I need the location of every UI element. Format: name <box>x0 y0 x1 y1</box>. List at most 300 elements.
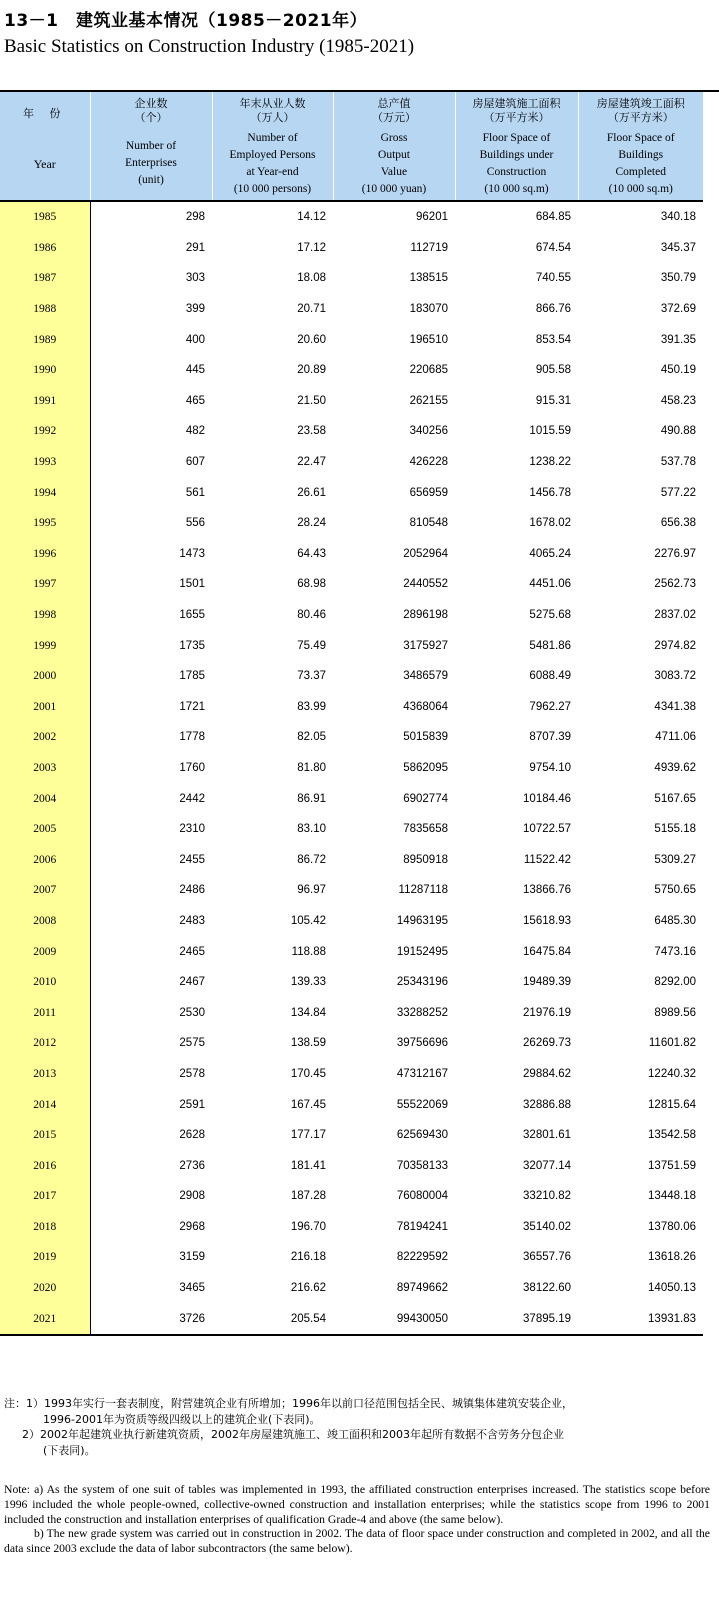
value-cell: 205.54 <box>212 1303 333 1335</box>
header-enterprises <box>90 92 212 201</box>
value-cell: 118.88 <box>291 945 326 958</box>
year-cell: 1986 <box>0 233 90 264</box>
value-cell: 607 <box>185 456 205 469</box>
value-cell: 490.88 <box>660 425 696 438</box>
value-cell: 25343196 <box>396 976 448 989</box>
table-row <box>0 569 703 600</box>
table-row <box>0 324 703 355</box>
year-cell: 1990 <box>0 355 90 386</box>
value-cell: 14050.13 <box>648 1282 696 1295</box>
value-cell: 3465 <box>179 1282 205 1295</box>
value-cell: 3083.72 <box>654 670 696 683</box>
value-cell: 340.18 <box>578 201 703 233</box>
value-cell: 11522.42 <box>523 853 571 866</box>
value-cell: 340256 <box>409 425 448 438</box>
value-cell: 8950918 <box>403 853 448 866</box>
value-cell: 2052964 <box>403 547 448 560</box>
header-en-line: at Year-end <box>246 166 299 178</box>
value-cell: 2968 <box>179 1220 205 1233</box>
value-cell: 2575 <box>179 1037 205 1050</box>
value-cell: 6088.49 <box>529 670 571 683</box>
value-cell: 83.99 <box>297 700 326 713</box>
value-cell: 740.55 <box>535 272 571 285</box>
value-cell: 170.45 <box>290 1067 326 1080</box>
year-cell: 2016 <box>0 1150 90 1181</box>
value-cell: 73.37 <box>297 670 326 683</box>
year-cell: 2014 <box>0 1089 90 1120</box>
header-en-line: (10 000 yuan) <box>361 183 427 195</box>
value-cell: 82229592 <box>396 1251 448 1264</box>
value-cell: 21.50 <box>297 394 326 407</box>
year-cell: 1991 <box>0 386 90 417</box>
value-cell: 2578 <box>179 1067 205 1080</box>
value-cell: 2562.73 <box>654 578 696 591</box>
value-cell: 1735 <box>179 639 205 652</box>
header-cn-2: （万平方米） <box>483 111 550 124</box>
value-cell: 13751.59 <box>648 1159 696 1172</box>
header-en-line: Construction <box>486 166 547 178</box>
value-cell: 2465 <box>179 945 205 958</box>
value-cell: 262155 <box>409 394 448 407</box>
header-cn-1: 总产值 <box>377 97 411 110</box>
value-cell: 38122.60 <box>523 1282 571 1295</box>
year-cell: 2013 <box>0 1059 90 1090</box>
value-cell: 915.31 <box>535 394 571 407</box>
table-row <box>0 936 703 967</box>
value-cell: 36557.76 <box>523 1251 571 1264</box>
value-cell: 20.71 <box>297 303 326 316</box>
table-row <box>0 1120 703 1151</box>
value-cell: 96201 <box>333 201 455 233</box>
page-title-en: Basic Statistics on Construction Industry (1985-2021) <box>4 36 415 57</box>
value-cell: 445 <box>185 364 205 377</box>
table-row <box>0 661 703 692</box>
value-cell: 86.91 <box>297 792 326 805</box>
value-cell: 216.18 <box>290 1251 326 1264</box>
value-cell: 9754.10 <box>529 761 571 774</box>
value-cell: 80.46 <box>297 609 326 622</box>
value-cell: 82.05 <box>297 731 326 744</box>
value-cell: 656.38 <box>660 517 696 530</box>
value-cell: 2276.97 <box>654 547 696 560</box>
header-year-cn: 年 份 <box>23 107 67 120</box>
table-row <box>0 233 703 264</box>
header-employed <box>212 92 333 201</box>
value-cell: 19152495 <box>396 945 448 958</box>
year-cell: 1994 <box>0 477 90 508</box>
header-cn-2: （个） <box>134 111 168 124</box>
table-row <box>0 600 703 631</box>
value-cell: 138515 <box>409 272 448 285</box>
value-cell: 11601.82 <box>648 1037 696 1050</box>
value-cell: 2486 <box>179 884 205 897</box>
value-cell: 6485.30 <box>654 914 696 927</box>
value-cell: 13866.76 <box>523 884 571 897</box>
year-cell: 2018 <box>0 1212 90 1243</box>
value-cell: 5015839 <box>403 731 448 744</box>
header-row <box>0 92 703 201</box>
page-title-cn: 13－1 建筑业基本情况（1985－2021年） <box>4 11 368 31</box>
value-cell: 33288252 <box>396 1006 448 1019</box>
year-cell: 2010 <box>0 967 90 998</box>
value-cell: 68.98 <box>297 578 326 591</box>
table-row <box>0 814 703 845</box>
value-cell: 33210.82 <box>523 1190 571 1203</box>
value-cell: 1456.78 <box>529 486 571 499</box>
value-cell: 465 <box>185 394 205 407</box>
value-cell: 15618.93 <box>523 914 571 927</box>
year-cell: 2009 <box>0 936 90 967</box>
value-cell: 3726 <box>90 1303 212 1335</box>
table-row <box>0 355 703 386</box>
value-cell: 2310 <box>179 823 205 836</box>
header-en-line: Floor Space of <box>606 132 675 144</box>
statistics-table <box>0 92 703 1336</box>
value-cell: 7962.27 <box>529 700 571 713</box>
header-cn-2: （万人） <box>250 111 295 124</box>
note-cn-line: 1996-2001年为资质等级四级以上的建筑企业(下表同)。 <box>43 1412 321 1426</box>
value-cell: 4341.38 <box>654 700 696 713</box>
value-cell: 1655 <box>179 609 205 622</box>
value-cell: 20.89 <box>297 364 326 377</box>
value-cell: 400 <box>185 333 205 346</box>
value-cell: 37895.19 <box>455 1303 578 1335</box>
header-en-line: Buildings under <box>479 149 554 161</box>
value-cell: 17.12 <box>297 241 326 254</box>
table-row <box>0 477 703 508</box>
value-cell: 4065.24 <box>529 547 571 560</box>
note-cn-line: 注：1）1993年实行一套表制度，附营建筑企业有所增加；1996年以前口径范围包括全民、城镇集体建筑安装企业， <box>4 1397 573 1410</box>
value-cell: 187.28 <box>290 1190 326 1203</box>
value-cell: 12815.64 <box>648 1098 696 1111</box>
year-cell: 1993 <box>0 447 90 478</box>
value-cell: 4711.06 <box>655 731 696 744</box>
note-cn-line: (下表同)。 <box>43 1443 96 1457</box>
header-en-line: Floor Space of <box>482 132 551 144</box>
value-cell: 482 <box>185 425 205 438</box>
year-cell: 2019 <box>0 1242 90 1273</box>
value-cell: 298 <box>90 201 212 233</box>
header-en-line: (10 000 sq.m) <box>484 183 549 195</box>
value-cell: 12240.32 <box>648 1067 696 1080</box>
value-cell: 345.37 <box>660 241 696 254</box>
value-cell: 303 <box>185 272 205 285</box>
value-cell: 684.85 <box>455 201 578 233</box>
value-cell: 23.58 <box>297 425 326 438</box>
header-cn-1: 企业数 <box>134 97 168 110</box>
table-row <box>0 1242 703 1273</box>
value-cell: 81.80 <box>297 761 326 774</box>
value-cell: 810548 <box>409 517 448 530</box>
table-row <box>0 416 703 447</box>
note-cn-line: 2）2002年起建筑业执行新建筑资质，2002年房屋建筑施工、竣工面积和2003年起所有数据不含劳务分包企业 <box>22 1428 564 1441</box>
value-cell: 2837.02 <box>654 609 696 622</box>
value-cell: 391.35 <box>660 333 696 346</box>
value-cell: 2736 <box>179 1159 205 1172</box>
header-en-line: Buildings <box>618 149 664 161</box>
value-cell: 1473 <box>179 547 205 560</box>
value-cell: 13448.18 <box>648 1190 696 1203</box>
value-cell: 196510 <box>409 333 448 346</box>
year-cell: 2005 <box>0 814 90 845</box>
header-en-line: Gross <box>380 132 408 144</box>
value-cell: 99430050 <box>333 1303 455 1335</box>
year-cell: 1992 <box>0 416 90 447</box>
year-cell: 2001 <box>0 692 90 723</box>
value-cell: 86.72 <box>297 853 326 866</box>
value-cell: 7835658 <box>403 823 448 836</box>
value-cell: 70358133 <box>396 1159 448 1172</box>
header-en-line: Number of <box>125 140 177 152</box>
value-cell: 32801.61 <box>523 1129 571 1142</box>
table-row <box>0 1181 703 1212</box>
table-row <box>0 875 703 906</box>
year-cell: 1987 <box>0 263 90 294</box>
table-row <box>0 1212 703 1243</box>
value-cell: 5275.68 <box>529 609 571 622</box>
value-cell: 426228 <box>409 456 448 469</box>
header-cn-1: 年末从业人数 <box>239 97 306 110</box>
table-row <box>0 630 703 661</box>
table-row <box>0 201 703 233</box>
value-cell: 2908 <box>179 1190 205 1203</box>
value-cell: 1760 <box>179 761 205 774</box>
value-cell: 2896198 <box>403 609 448 622</box>
year-cell: 2017 <box>0 1181 90 1212</box>
year-cell: 1995 <box>0 508 90 539</box>
header-under-construction <box>455 92 578 201</box>
value-cell: 10184.46 <box>523 792 571 805</box>
value-cell: 14963195 <box>396 914 448 927</box>
year-cell: 2004 <box>0 783 90 814</box>
value-cell: 13542.58 <box>648 1129 696 1142</box>
table-row <box>0 1028 703 1059</box>
value-cell: 35140.02 <box>523 1220 571 1233</box>
year-cell: 2003 <box>0 753 90 784</box>
year-cell: 2000 <box>0 661 90 692</box>
value-cell: 14.12 <box>212 201 333 233</box>
table-row <box>0 1150 703 1181</box>
value-cell: 26269.73 <box>523 1037 571 1050</box>
value-cell: 196.70 <box>290 1220 326 1233</box>
value-cell: 556 <box>185 517 205 530</box>
note-en-b: b) The new grade system was carried out in construction in 2002. The data of floor space under construction and completed in 2002, and all the data since 2003 exclude the data of labor subcontractors (the same below). <box>4 1527 710 1556</box>
table-row <box>0 722 703 753</box>
year-cell: 2021 <box>0 1303 90 1335</box>
header-en-line: Number of <box>247 132 298 144</box>
value-cell: 22.47 <box>297 456 326 469</box>
table-row <box>0 753 703 784</box>
table-row <box>0 1273 703 1304</box>
table-row <box>0 447 703 478</box>
value-cell: 78194241 <box>396 1220 448 1233</box>
value-cell: 13931.83 <box>578 1303 703 1335</box>
value-cell: 2467 <box>179 976 205 989</box>
value-cell: 7473.16 <box>654 945 696 958</box>
value-cell: 20.60 <box>297 333 326 346</box>
value-cell: 866.76 <box>535 303 571 316</box>
value-cell: 5155.18 <box>654 823 696 836</box>
year-cell: 2002 <box>0 722 90 753</box>
year-cell: 1988 <box>0 294 90 325</box>
value-cell: 291 <box>185 241 205 254</box>
value-cell: 8707.39 <box>529 731 571 744</box>
notes-chinese <box>4 1396 709 1458</box>
value-cell: 1721 <box>179 700 205 713</box>
value-cell: 3175927 <box>403 639 448 652</box>
value-cell: 561 <box>185 486 205 499</box>
value-cell: 16475.84 <box>523 945 571 958</box>
value-cell: 2628 <box>179 1129 205 1142</box>
note-en-a: Note: a) As the system of one suit of tables was implemented in 1993, the affiliated construction enterprises increased. The statistics scope before 1996 included the whole people-owned, collective-owned construction and installation enterprises; while the statistics scope from 1996 to 2001 included the construction and installation enterprises of qualification Grade-4 and above (the same below). <box>4 1483 710 1526</box>
value-cell: 1501 <box>179 578 205 591</box>
value-cell: 19489.39 <box>523 976 571 989</box>
header-cn-1: 房屋建筑竣工面积 <box>596 97 685 110</box>
value-cell: 26.61 <box>297 486 326 499</box>
year-cell: 2008 <box>0 906 90 937</box>
value-cell: 11287118 <box>398 884 448 897</box>
value-cell: 64.43 <box>297 547 326 560</box>
value-cell: 3486579 <box>403 670 448 683</box>
value-cell: 6902774 <box>403 792 448 805</box>
year-cell: 2007 <box>0 875 90 906</box>
value-cell: 1778 <box>179 731 205 744</box>
value-cell: 167.45 <box>290 1098 326 1111</box>
value-cell: 5862095 <box>403 761 448 774</box>
value-cell: 4451.06 <box>529 578 571 591</box>
table-row <box>0 539 703 570</box>
value-cell: 2442 <box>179 792 205 805</box>
value-cell: 2483 <box>179 914 205 927</box>
table-row <box>0 386 703 417</box>
year-cell: 1985 <box>0 201 90 233</box>
value-cell: 134.84 <box>290 1006 326 1019</box>
year-cell: 1996 <box>0 539 90 570</box>
header-en-line: Employed Persons <box>229 149 316 161</box>
header-en-line: Value <box>380 166 408 178</box>
value-cell: 105.42 <box>290 914 326 927</box>
value-cell: 3159 <box>179 1251 205 1264</box>
header-year-en: Year <box>33 157 56 171</box>
value-cell: 75.49 <box>297 639 326 652</box>
value-cell: 458.23 <box>660 394 696 407</box>
value-cell: 2530 <box>179 1006 205 1019</box>
value-cell: 5481.86 <box>529 639 571 652</box>
value-cell: 220685 <box>409 364 448 377</box>
table-row <box>0 1089 703 1120</box>
value-cell: 5167.65 <box>654 792 696 805</box>
year-cell: 2012 <box>0 1028 90 1059</box>
value-cell: 2455 <box>179 853 205 866</box>
value-cell: 47312167 <box>396 1067 448 1080</box>
value-cell: 1015.59 <box>529 425 571 438</box>
header-cn-2: （万元） <box>372 111 416 124</box>
value-cell: 32077.14 <box>523 1159 571 1172</box>
year-cell: 2011 <box>0 997 90 1028</box>
value-cell: 905.58 <box>535 364 571 377</box>
value-cell: 39756696 <box>396 1037 448 1050</box>
value-cell: 8292.00 <box>654 976 696 989</box>
table-row <box>0 263 703 294</box>
value-cell: 8989.56 <box>654 1006 696 1019</box>
value-cell: 183070 <box>409 303 448 316</box>
value-cell: 18.08 <box>297 272 326 285</box>
header-year <box>0 92 90 201</box>
value-cell: 181.41 <box>290 1159 326 1172</box>
value-cell: 4368064 <box>403 700 448 713</box>
value-cell: 216.62 <box>290 1282 326 1295</box>
year-cell: 2006 <box>0 844 90 875</box>
year-cell: 1998 <box>0 600 90 631</box>
value-cell: 177.17 <box>290 1129 326 1142</box>
table-body <box>0 201 703 1335</box>
header-cn-1: 房屋建筑施工面积 <box>472 97 561 110</box>
value-cell: 2591 <box>179 1098 205 1111</box>
table-row <box>0 906 703 937</box>
table-row <box>0 1303 703 1335</box>
header-en-line: (unit) <box>138 174 164 186</box>
value-cell: 4939.62 <box>654 761 696 774</box>
table-row <box>0 692 703 723</box>
table-row <box>0 1059 703 1090</box>
table-row <box>0 997 703 1028</box>
table-row <box>0 783 703 814</box>
value-cell: 83.10 <box>297 823 326 836</box>
value-cell: 2440552 <box>403 578 448 591</box>
table-row <box>0 508 703 539</box>
year-cell: 2015 <box>0 1120 90 1151</box>
value-cell: 10722.57 <box>523 823 571 836</box>
value-cell: 55522069 <box>396 1098 448 1111</box>
year-cell: 2020 <box>0 1273 90 1304</box>
value-cell: 853.54 <box>535 333 571 346</box>
value-cell: 537.78 <box>660 456 696 469</box>
header-output <box>333 92 455 201</box>
header-en-line: Completed <box>615 166 666 178</box>
table-row <box>0 844 703 875</box>
table-row <box>0 294 703 325</box>
value-cell: 89749662 <box>396 1282 448 1295</box>
value-cell: 32886.88 <box>523 1098 571 1111</box>
value-cell: 450.19 <box>660 364 696 377</box>
table-row <box>0 967 703 998</box>
header-completed <box>578 92 703 201</box>
value-cell: 2974.82 <box>654 639 696 652</box>
value-cell: 350.79 <box>660 272 696 285</box>
value-cell: 96.97 <box>297 884 326 897</box>
value-cell: 674.54 <box>535 241 571 254</box>
value-cell: 76080004 <box>396 1190 448 1203</box>
header-en-line: Output <box>378 149 410 161</box>
value-cell: 372.69 <box>660 303 696 316</box>
header-cn-2: （万平方米） <box>607 111 674 124</box>
header-en-line: (10 000 sq.m) <box>608 183 673 195</box>
value-cell: 112719 <box>410 241 448 254</box>
year-cell: 1997 <box>0 569 90 600</box>
value-cell: 1785 <box>179 670 205 683</box>
value-cell: 1678.02 <box>529 517 571 530</box>
year-cell: 1989 <box>0 324 90 355</box>
notes-english <box>4 1483 710 1557</box>
header-en-line: Enterprises <box>125 157 177 169</box>
value-cell: 399 <box>185 303 205 316</box>
value-cell: 21976.19 <box>523 1006 571 1019</box>
header-en-line: (10 000 persons) <box>233 183 312 195</box>
value-cell: 62569430 <box>396 1129 448 1142</box>
value-cell: 13780.06 <box>648 1220 696 1233</box>
value-cell: 139.33 <box>290 976 326 989</box>
value-cell: 5309.27 <box>654 853 696 866</box>
